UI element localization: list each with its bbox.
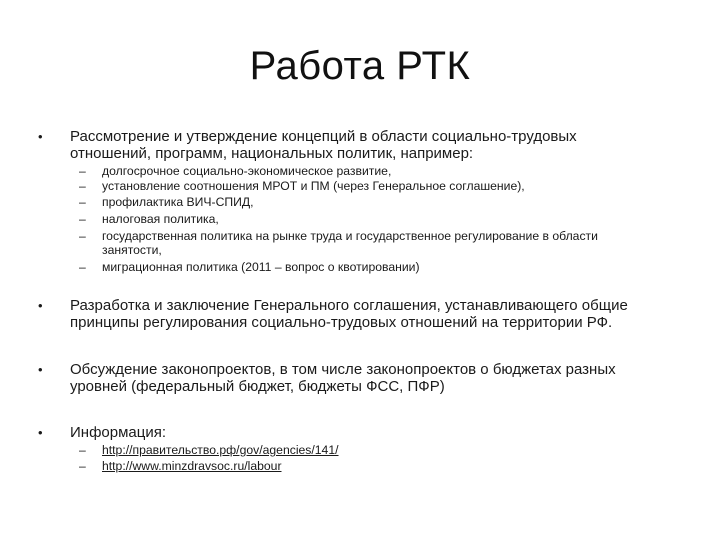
dash-marker: – (79, 229, 86, 243)
sub-item-text: налоговая политика, (102, 212, 219, 226)
bullet-line: уровней (федеральный бюджет, бюджеты ФСС, ПФР) (70, 378, 445, 395)
sub-item-line: занятости, (102, 242, 162, 257)
sub-item-text: миграционная политика (2011 – вопрос о квотировании) (102, 260, 420, 274)
government-agencies-link[interactable]: http://правительство.рф/gov/agencies/141/ (102, 443, 339, 457)
bullet-marker: • (38, 129, 43, 144)
bullet-line: Рассмотрение и утверждение концепций в области социально-трудовых (70, 128, 577, 145)
sub-item-text: установление соотношения МРОТ и ПМ (через Генеральное соглашение), (102, 179, 525, 193)
slide-title: Работа РТК (249, 44, 471, 88)
dash-marker: – (79, 260, 86, 274)
dash-marker: – (79, 164, 86, 178)
bullet-marker: • (38, 425, 43, 440)
sub-item-text (102, 230, 692, 257)
bullet-marker: • (38, 298, 43, 313)
sub-item-line: государственная политика на рынке труда и государственное регулирование в области (102, 229, 598, 243)
bullet-text (70, 297, 690, 331)
dash-marker: – (79, 443, 86, 457)
bullet-line: отношений, программ, национальных политик, например: (70, 145, 474, 162)
bullet-text (70, 361, 690, 395)
bullet-line: принципы регулирования социально-трудовых отношений на территории РФ. (70, 314, 613, 331)
minzdravsoc-labour-link[interactable]: http://www.minzdravsoc.ru/labour (102, 459, 282, 473)
sub-item-text: профилактика ВИЧ-СПИД, (102, 195, 254, 209)
dash-marker: – (79, 195, 86, 209)
bullet-line: Информация: (70, 424, 167, 441)
dash-marker: – (79, 179, 86, 193)
bullet-line: Обсуждение законопроектов, в том числе законопроектов о бюджетах разных (70, 361, 616, 378)
bullet-text (70, 128, 690, 162)
bullet-text (70, 424, 690, 441)
dash-marker: – (79, 459, 86, 473)
bullet-line: Разработка и заключение Генерального соглашения, устанавливающего общие (70, 297, 628, 314)
sub-item-text: долгосрочное социально-экономическое развитие, (102, 164, 392, 178)
dash-marker: – (79, 212, 86, 226)
bullet-marker: • (38, 362, 43, 377)
